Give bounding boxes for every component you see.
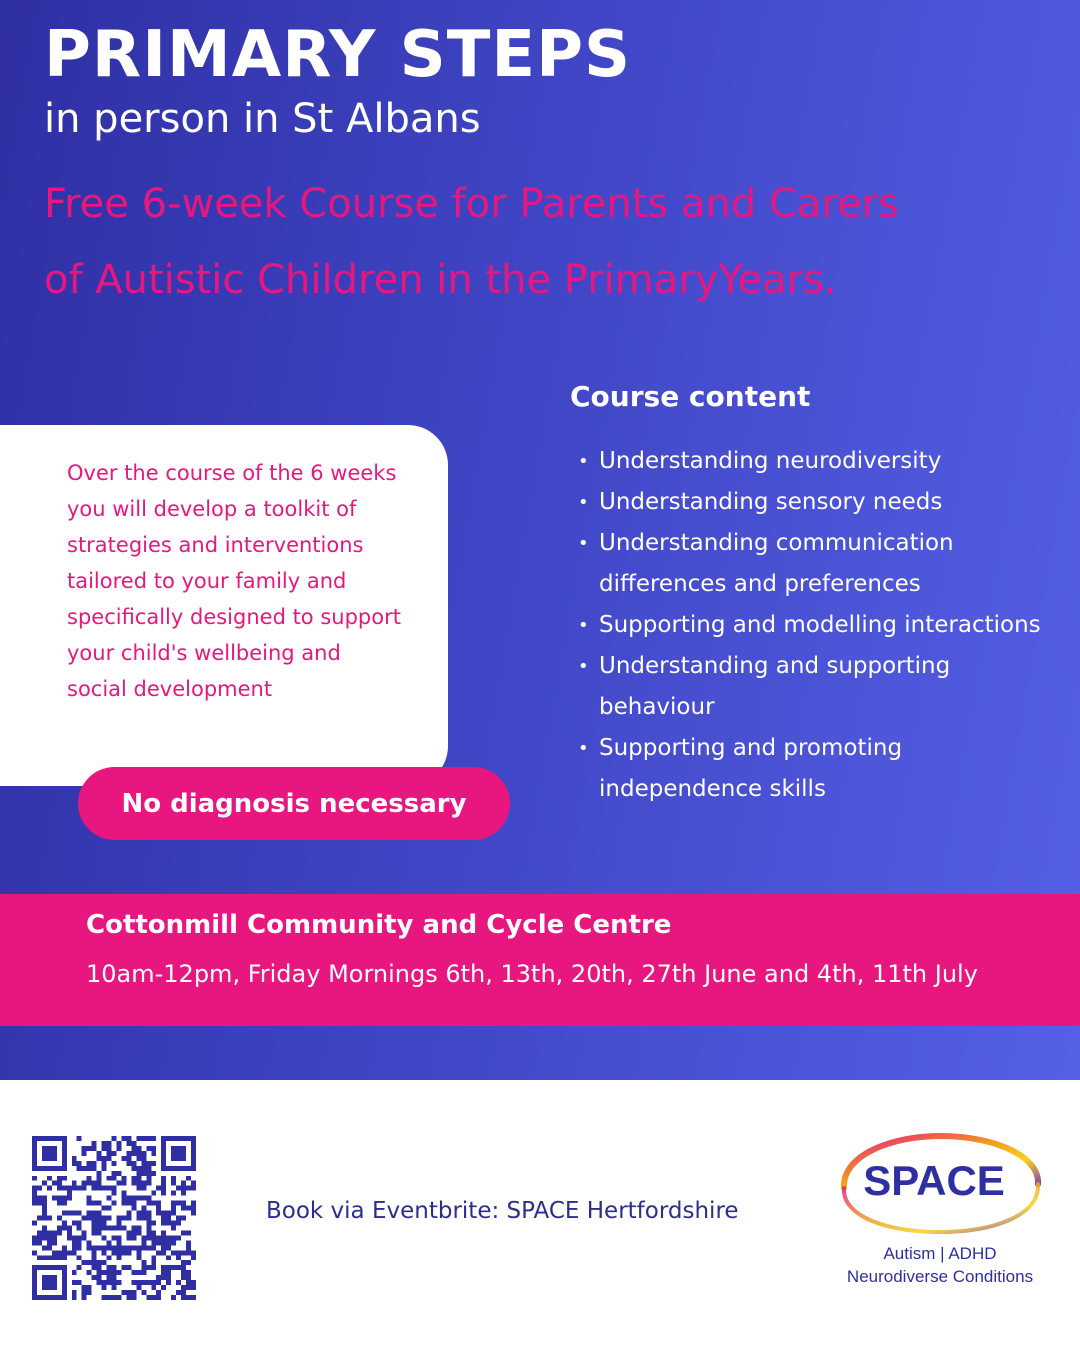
page-title: PRIMARY STEPS <box>44 18 632 92</box>
list-item-label: Supporting and promoting independence skills <box>599 735 903 802</box>
venue-dates: 10am-12pm, Friday Mornings 6th, 13th, 20th, 27th June and 4th, 11th July <box>86 960 978 988</box>
no-diagnosis-badge: No diagnosis necessary <box>78 767 510 840</box>
logo-tagline-line-1: Autism | ADHD <box>883 1244 997 1263</box>
venue-name: Cottonmill Community and Cycle Centre <box>86 910 672 940</box>
tagline-line-1: Free 6-week Course for Parents and Carers <box>44 181 899 227</box>
course-content-list <box>578 441 1048 810</box>
bullet-icon: • <box>578 451 589 472</box>
bullet-icon: • <box>578 738 589 759</box>
list-item-label: Understanding sensory needs <box>599 489 943 515</box>
list-item <box>578 482 1048 523</box>
list-item <box>578 728 1048 810</box>
space-logo-wordmark: SPACE <box>863 1157 1005 1204</box>
tagline-line-2: of Autistic Children in the PrimaryYears. <box>44 257 837 303</box>
list-item <box>578 441 1048 482</box>
booking-link[interactable]: Book via Eventbrite: SPACE Hertfordshire <box>266 1198 739 1224</box>
bullet-icon: • <box>578 533 589 554</box>
list-item <box>578 605 1048 646</box>
list-item-label: Understanding communication differences and preferences <box>599 530 954 597</box>
bullet-icon: • <box>578 492 589 513</box>
qr-code-icon[interactable] <box>32 1136 196 1300</box>
course-tagline <box>44 166 1044 318</box>
intro-text: Over the course of the 6 weeks you will develop a toolkit of strategies and interventions tailored to your family and specifically designed to support your child's wellbeing and social development <box>67 461 401 701</box>
list-item-label: Understanding neurodiversity <box>599 448 942 474</box>
list-item-label: Supporting and modelling interactions <box>599 612 1041 638</box>
page-subtitle: in person in St Albans <box>44 96 481 142</box>
list-item <box>578 646 1048 728</box>
logo-tagline-line-2: Neurodiverse Conditions <box>846 1267 1034 1286</box>
bullet-icon: • <box>578 656 589 677</box>
course-content-heading: Course content <box>570 380 811 413</box>
list-item-label: Understanding and supporting behaviour <box>599 653 951 720</box>
bullet-icon: • <box>578 615 589 636</box>
list-item <box>578 523 1048 605</box>
